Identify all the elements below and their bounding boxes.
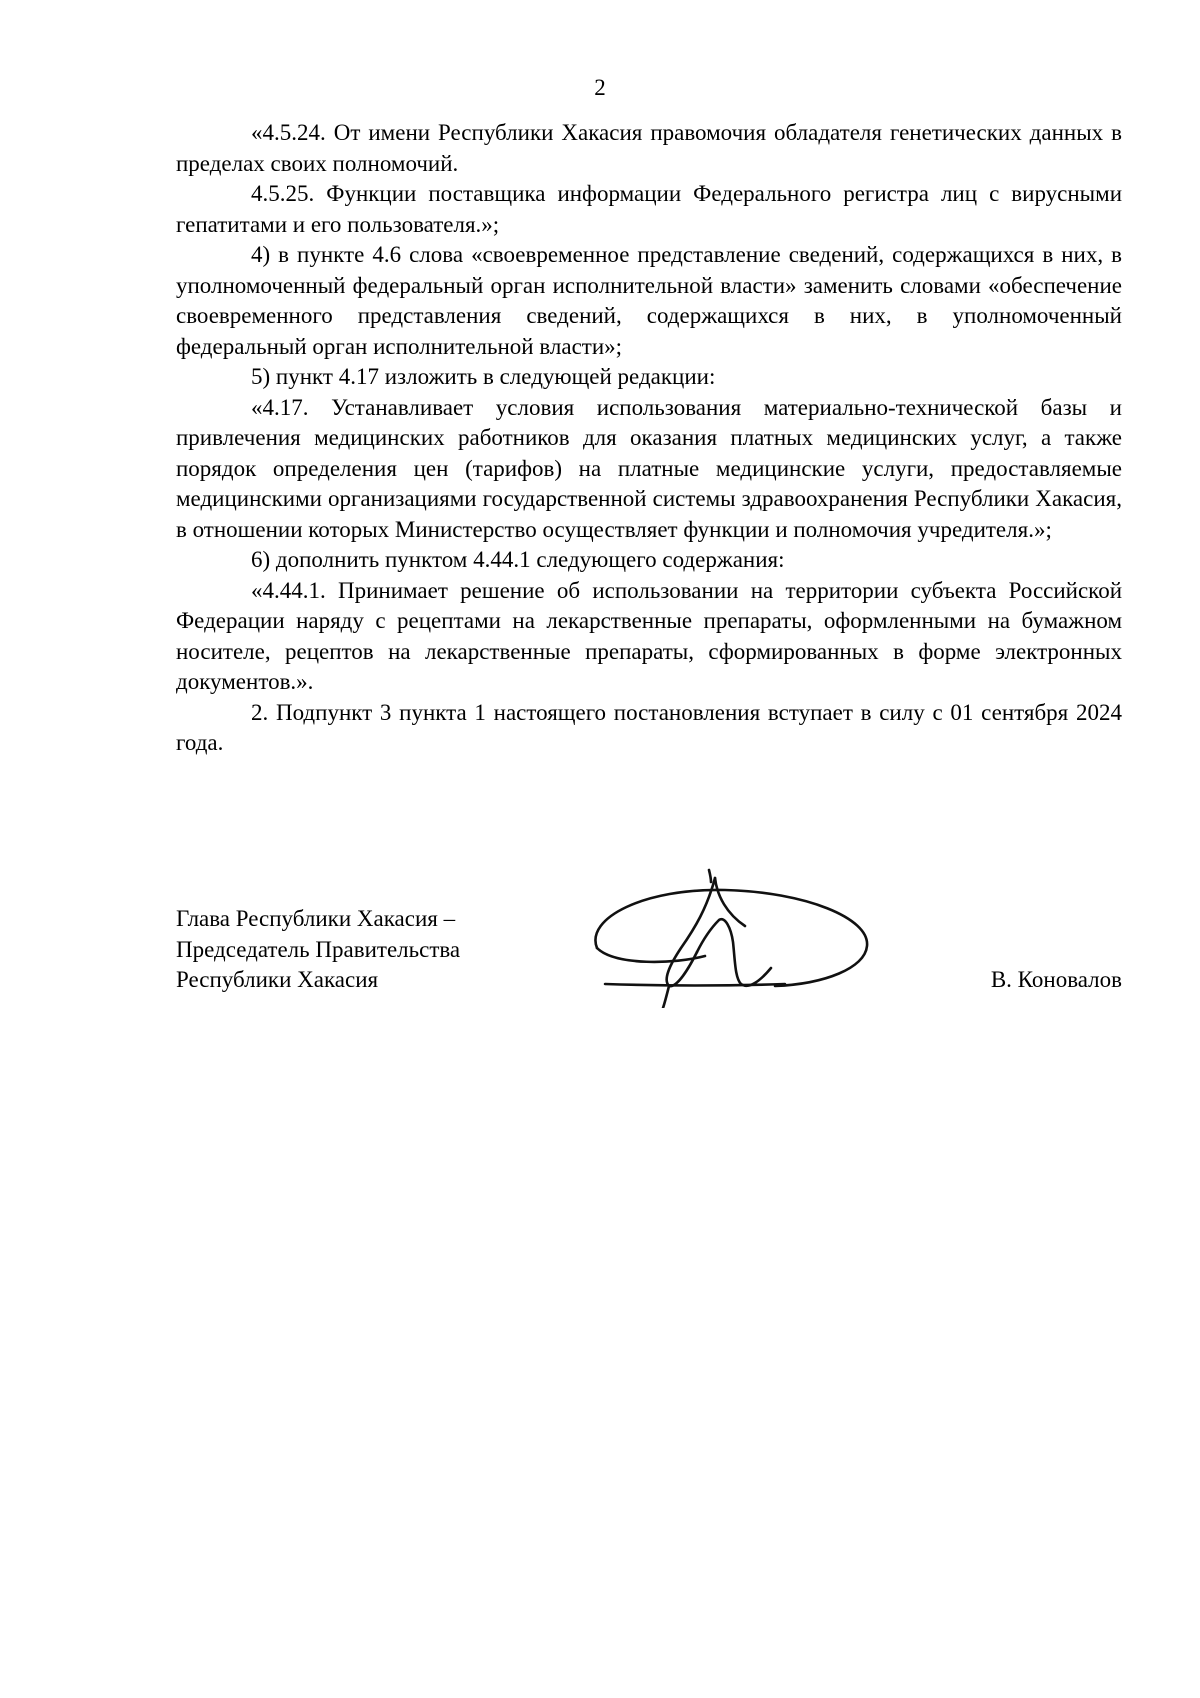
signatory-position bbox=[176, 904, 460, 996]
document-body bbox=[176, 118, 1122, 759]
paragraph-clause-2: 2. Подпункт 3 пункта 1 настоящего постановления вступает в силу с 01 сентября 2024 года. bbox=[176, 699, 1122, 755]
paragraph-4-5-25: 4.5.25. Функции поставщика информации Федерального регистра лиц с вирусными гепатитами и его пользователя.»; bbox=[176, 181, 1122, 237]
paragraph-item-5: 5) пункт 4.17 изложить в следующей редакции: bbox=[251, 364, 716, 389]
paragraph-item-4: 4) в пункте 4.6 слова «своевременное представление сведений, содержащихся в них, в уполномоченный федеральный орган исполнительной власти» заменить словами «обеспечение своевременного представления сведений, содержащихся в них, в уполномоченный федеральный орган исполнительной власти»; bbox=[176, 242, 1122, 359]
signatory-position-line: Председатель Правительства bbox=[176, 936, 461, 962]
paragraph-item-6: 6) дополнить пунктом 4.44.1 следующего содержания: bbox=[251, 547, 785, 572]
signatory-position-line: Республики Хакасия bbox=[176, 967, 379, 992]
signatory-position-line: Глава Республики Хакасия – bbox=[176, 906, 456, 931]
paragraph-4-5-24: «4.5.24. От имени Республики Хакасия правомочия обладателя генетических данных в пределах своих полномочий. bbox=[176, 120, 1122, 176]
paragraph-4-44-1: «4.44.1. Принимает решение об использовании на территории субъекта Российской Федерации наряду с рецептами на лекарственные препараты, оформленными на бумажном носителе, рецептов на лекарственные препараты, сформированных в форме электронных документов.». bbox=[176, 577, 1122, 694]
signatory-name: В. Коновалов bbox=[990, 967, 1122, 992]
paragraph-4-17: «4.17. Устанавливает условия использования материально-технической базы и привлечения медицинских работников для оказания платных медицинских услуг, а также порядок определения цен (тарифов) на платные медицинские услуги, предоставляемые медицинскими организациями государственной системы здравоохранения Республики Хакасия, в отношении которых Министерство осуществляет функции и полномочия учредителя.»; bbox=[176, 394, 1122, 542]
handwritten-signature bbox=[585, 868, 875, 1008]
page-number: 2 bbox=[594, 75, 606, 100]
